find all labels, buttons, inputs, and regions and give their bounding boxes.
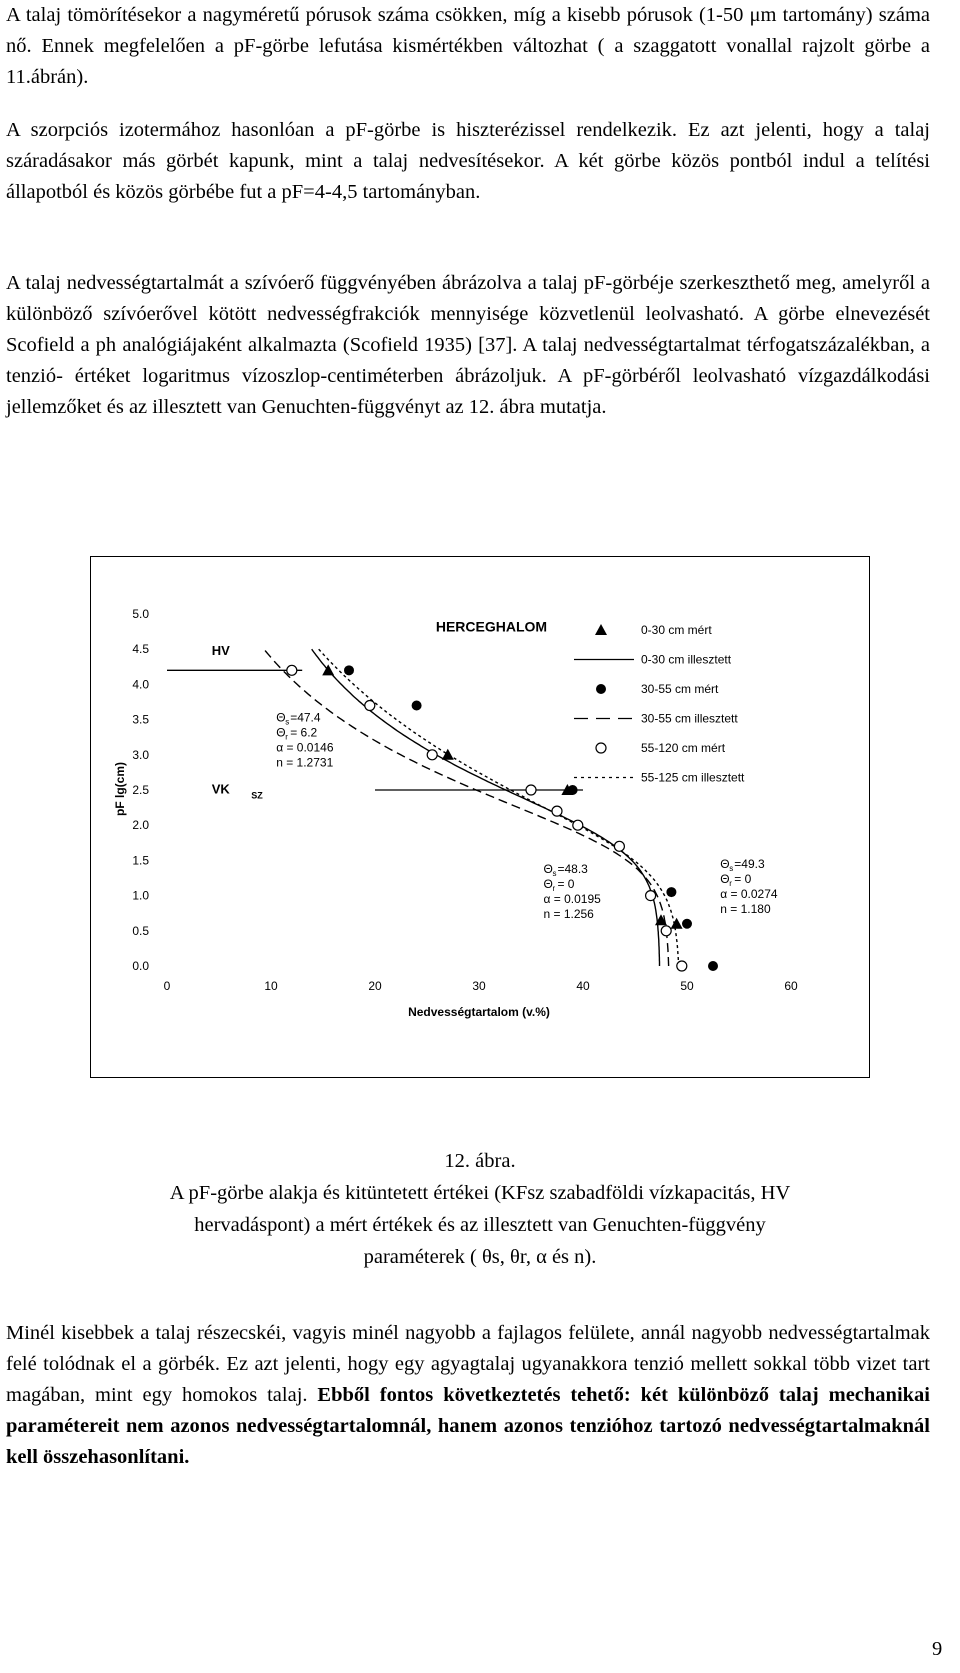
x-tick-label: 0	[163, 979, 171, 993]
theta-s-subscript: s	[285, 717, 290, 727]
hv-label: HV	[211, 642, 230, 658]
y-tick-label: 4.5	[132, 642, 149, 657]
paragraph-2: A szorpciós izotermához hasonlóan a pF-görbe is hiszterézissel rendelkezik. Ez azt jelenti, hogy a talaj száradásakor más görbét kapunk, mint a talaj nedvesítésekor. A két görbe közös pontból indul a telítési állapotból és közös görbébe fut a pF=4-4,5 tartományban.	[6, 119, 930, 203]
theta-r-subscript: r	[285, 732, 288, 742]
alpha-value: α = 0.0274	[720, 887, 778, 902]
vksz-label: VK	[211, 781, 230, 797]
x-tick-label: 20	[368, 979, 382, 993]
n-value: n = 1.2731	[276, 755, 334, 770]
alpha-value: α = 0.0195	[543, 892, 601, 907]
x-tick-label: 30	[472, 979, 486, 993]
legend-marker-triangle	[595, 624, 607, 635]
pf-curve-chart	[90, 556, 870, 1078]
x-tick-label: 40	[576, 979, 590, 993]
paragraph-4-text: Minél kisebbek a talaj részecskéi, vagyis minél nagyobb a fajlagos felülete, annál nagyobb nedvességtartalmak felé tolódnak el a görbék. Ez azt jelenti, hogy egy agyagtalaj ugyanakkora tenzió mellett sokkal több vizet tart magában, mint egy homokos talaj.	[6, 1322, 930, 1406]
data-point-open-circle	[526, 785, 536, 795]
theta-r-symbol: Θ	[276, 725, 286, 740]
x-axis-title: Nedvességtartalom (v.%)	[408, 1005, 550, 1019]
data-point-filled-circle	[708, 961, 718, 971]
theta-r-subscript: r	[552, 884, 556, 894]
fitted-curve-dotted	[319, 649, 679, 966]
chart-svg	[91, 557, 869, 1077]
data-point-open-circle	[552, 806, 562, 816]
y-axis-title: pF lg(cm)	[113, 762, 127, 816]
data-point-open-circle	[661, 926, 671, 936]
paragraph-1: A talaj tömörítésekor a nagyméretű pórusok száma csökken, míg a kisebb pórusok (1-50 μm tartomány) száma nő. Ennek megfelelően a pF-görbe lefutása kismértékben változhat ( a szaggatott vonallal rajzolt görbe a 11.ábrán).	[6, 4, 930, 88]
data-point-open-circle	[573, 820, 583, 830]
figure-caption: A pF-görbe alakja és kitüntetett értékei (KFsz szabadföldi vízkapacitás, HV hervadáspont) a mért értékek és az illesztett van Genuchten-függvény paraméterek ( θs, θr, α és n).	[169, 1182, 791, 1268]
theta-r-symbol: Θ	[720, 872, 730, 887]
legend-marker-open-circle	[596, 743, 606, 753]
legend-marker-filled-circle	[596, 684, 606, 694]
data-point-open-circle	[646, 891, 656, 901]
data-point-open-circle	[287, 665, 297, 675]
theta-r-symbol: Θ	[543, 877, 553, 892]
y-tick-label: 3.5	[132, 712, 149, 727]
paragraph-4-bold-text: Ebből fontos következtetés tehető: két különböző talaj mechanikai paramétereit nem azonos nedvességtartalomnál, hanem azonos tenzióhoz tartozó nedvességtartalmaknál kell összehasonlítani.	[6, 1384, 930, 1468]
legend-label: 0-30 cm mért	[641, 623, 712, 637]
x-tick-label: 60	[784, 979, 798, 993]
data-point-filled-circle	[412, 701, 422, 711]
legend-label: 30-55 cm mért	[641, 682, 719, 696]
data-point-triangle	[671, 918, 683, 929]
theta-r-value: = 0	[557, 877, 575, 892]
fitted-curve-solid	[312, 649, 660, 966]
theta-s-symbol: Θ	[276, 710, 286, 725]
x-tick-label: 50	[680, 979, 694, 993]
theta-s-symbol: Θ	[720, 857, 730, 872]
legend-label: 0-30 cm illesztett	[641, 652, 732, 667]
data-point-open-circle	[427, 750, 437, 760]
y-tick-label: 2.5	[132, 783, 149, 797]
y-tick-label: 0.5	[132, 923, 149, 938]
y-tick-label: 1.5	[132, 853, 149, 868]
data-point-filled-circle	[568, 785, 578, 795]
theta-s-subscript: s	[729, 864, 734, 874]
x-tick-label: 10	[264, 979, 278, 993]
data-point-open-circle	[677, 961, 687, 971]
theta-s-symbol: Θ	[543, 862, 553, 877]
legend-label: 55-120 cm mért	[641, 741, 726, 755]
y-tick-label: 1.0	[132, 888, 149, 903]
n-value: n = 1.256	[543, 907, 594, 922]
data-point-filled-circle	[344, 665, 354, 675]
legend-label: 55-125 cm illesztett	[641, 770, 745, 785]
y-tick-label: 2.0	[132, 818, 149, 833]
theta-s-value: =47.4	[290, 710, 321, 725]
theta-r-value: = 6.2	[290, 725, 318, 740]
theta-s-value: =48.3	[557, 862, 588, 877]
alpha-value: α = 0.0146	[276, 740, 334, 755]
y-tick-label: 4.0	[132, 677, 149, 692]
data-point-triangle	[442, 749, 454, 760]
theta-s-value: =49.3	[734, 857, 765, 872]
chart-title: HERCEGHALOM	[435, 618, 548, 635]
theta-r-subscript: r	[729, 879, 732, 889]
data-point-filled-circle	[666, 887, 676, 897]
y-tick-label: 0.0	[132, 959, 149, 973]
n-value: n = 1.180	[720, 902, 771, 917]
data-point-filled-circle	[682, 919, 692, 929]
figure-number: 12. ábra.	[444, 1150, 516, 1172]
y-tick-label: 3.0	[132, 747, 149, 762]
paragraph-3: A talaj nedvességtartalmát a szívóerő függvényében ábrázolva a talaj pF-görbéje szerkeszthető meg, amelyről a különböző szívóerővel kötött nedvességfrakciók mennyisége közvetlenül leolvasható. A görbe elnevezését Scofield a ph analógiájaként alkalmazta (Scofield 1935) [37]. A talaj nedvességtartalmat térfogatszázalékban, a tenzió- értéket logaritmus vízoszlop-centiméterben ábrázoljuk. A pF-görbéről leolvasható vízgazdálkodási jellemzőket és az illesztett van Genuchten-függvényt az 12. ábra mutatja.	[6, 272, 930, 418]
data-point-open-circle	[365, 701, 375, 711]
y-tick-label: 5.0	[132, 607, 149, 621]
theta-s-subscript: s	[552, 869, 557, 879]
page-number: 9	[932, 1638, 943, 1660]
theta-r-value: = 0	[734, 872, 752, 887]
vksz-subscript: SZ	[251, 790, 263, 801]
fitted-curve-dashed	[264, 649, 669, 966]
paragraph-4	[6, 1318, 930, 1473]
legend-label: 30-55 cm illesztett	[641, 711, 738, 726]
data-point-open-circle	[614, 841, 624, 851]
